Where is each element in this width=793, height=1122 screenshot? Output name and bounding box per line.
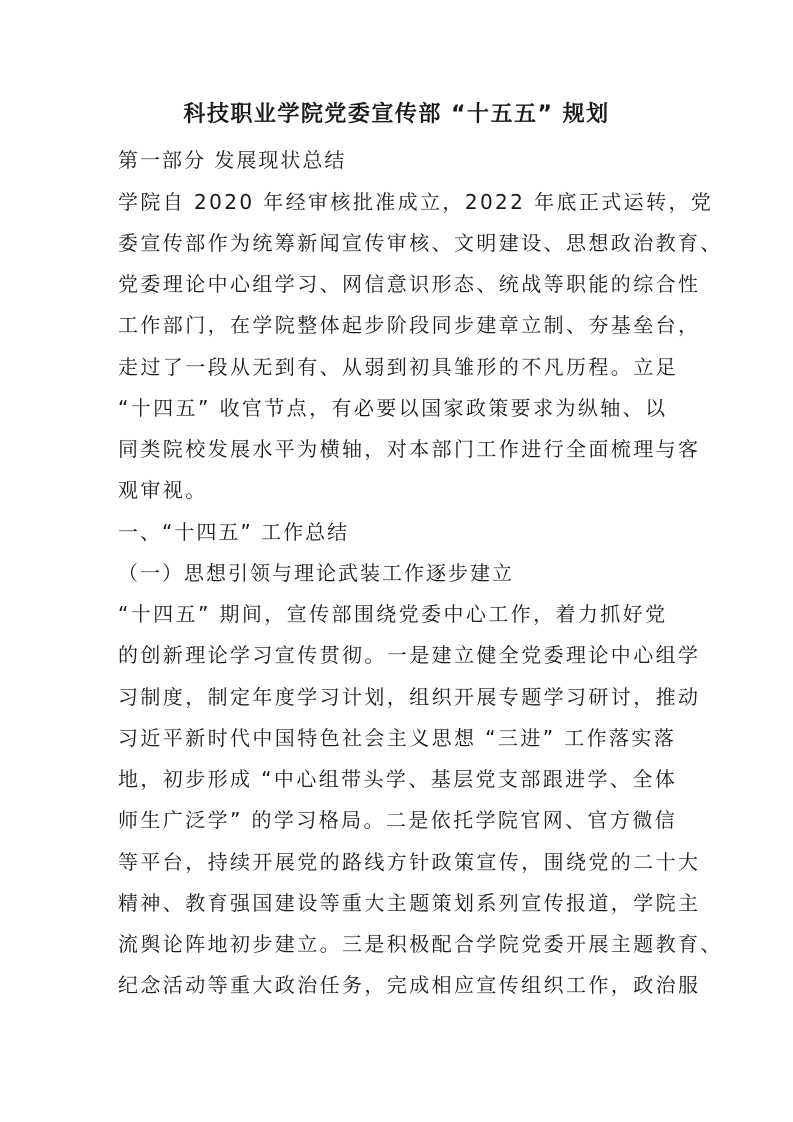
subsection-heading: （一）思想引领与理论武装工作逐步建立 — [118, 561, 514, 585]
section-heading-summary: 一、“十四五” 工作总结 — [118, 520, 350, 544]
paragraph-line: 习制度，制定年度学习计划，组织开展专题学习研讨，推动 — [118, 685, 701, 709]
paragraph-line: 的创新理论学习宣传贯彻。一是建立健全党委理论中心组学 — [118, 643, 701, 667]
paragraph-line: 地，初步形成 “中心组带头学、基层党支部跟进学、全体 — [118, 767, 678, 791]
paragraph-line: 精神、教育强国建设等重大主题策划系列宣传报道，学院主 — [118, 891, 701, 915]
paragraph-line: 委宣传部作为统筹新闻宣传审核、文明建设、思想政治教育、 — [118, 231, 723, 255]
document-title: 科技职业学院党委宣传部 “十五五” 规划 — [183, 102, 610, 127]
paragraph-line: “十四五” 收官节点，有必要以国家政策要求为纵轴、以 — [118, 396, 668, 420]
paragraph-line: 纪念活动等重大政治任务，完成相应宣传组织工作，政治服 — [118, 973, 701, 997]
paragraph-line: 师生广泛学” 的学习格局。二是依托学院官网、官方微信 — [118, 808, 678, 832]
paragraph-line: 走过了一段从无到有、从弱到初具雏形的不凡历程。立足 — [118, 355, 678, 379]
paragraph-line: “十四五” 期间，宣传部围绕党委中心工作，着力抓好党 — [118, 602, 668, 626]
paragraph-line: 观审视。 — [118, 478, 208, 502]
paragraph-line: 等平台，持续开展党的路线方针政策宣传，围绕党的二十大 — [118, 850, 701, 874]
paragraph-line: 习近平新时代中国特色社会主义思想 “三进” 工作落实落 — [118, 726, 677, 750]
section-heading-part-one: 第一部分 发展现状总结 — [118, 148, 347, 172]
paragraph-line: 工作部门，在学院整体起步阶段同步建章立制、夯基垒台， — [118, 313, 701, 337]
paragraph-line: 同类院校发展水平为横轴，对本部门工作进行全面梳理与客 — [118, 437, 701, 461]
paragraph-line: 党委理论中心组学习、网信意识形态、统战等职能的综合性 — [118, 272, 701, 296]
paragraph-line: 学院自 2020 年经审核批准成立，2022 年底正式运转，党 — [118, 190, 714, 214]
paragraph-line: 流舆论阵地初步建立。三是积极配合学院党委开展主题教育、 — [118, 932, 723, 956]
